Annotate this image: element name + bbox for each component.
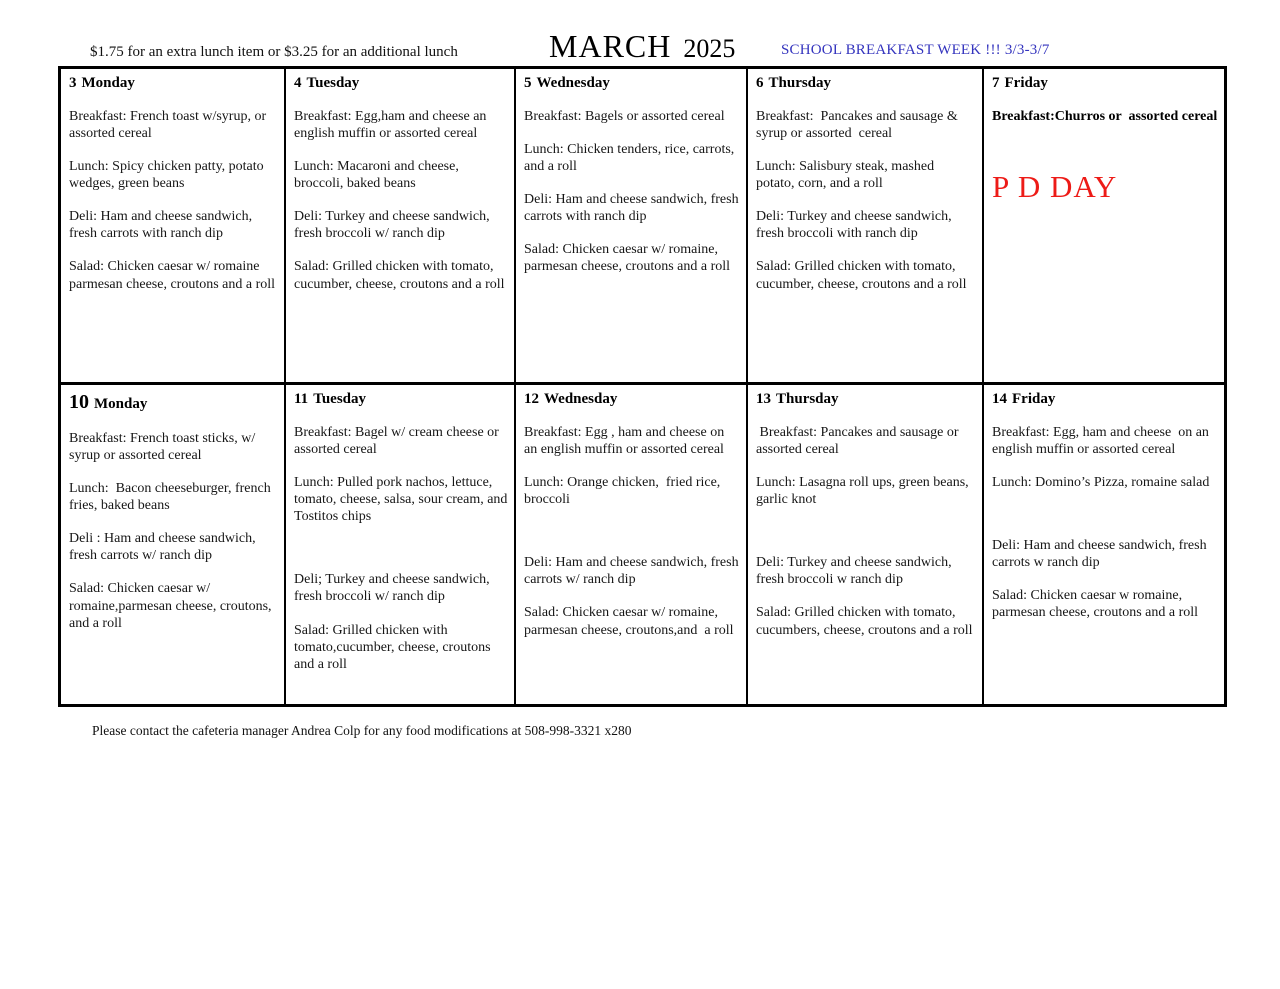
meal-salad: Salad: Grilled chicken with tomato, cucumbers, cheese, croutons and a roll [756,605,973,638]
day-header [992,75,1218,92]
day-number: 12 [524,391,539,407]
meal-deli: Deli: Turkey and cheese sandwich, fresh broccoli with ranch dip [756,209,956,242]
meal-deli: Deli: Turkey and cheese sandwich, fresh broccoli w ranch dip [756,555,956,588]
meal-lunch: Lunch: Pulled pork nachos, lettuce, tomato, cheese, salsa, sour cream, and Tostitos chips [294,475,511,525]
day-name: Friday [1012,391,1056,407]
meal-deli: Deli; Turkey and cheese sandwich, fresh broccoli w/ ranch dip [294,572,494,605]
meal-salad: Salad: Grilled chicken with tomato, cucumber, cheese, croutons and a roll [294,259,505,292]
day-name: Tuesday [306,75,360,91]
day-cell-friday-7 [984,69,1224,385]
meal-deli: Deli : Ham and cheese sandwich, fresh carrots w/ ranch dip [69,531,260,564]
meal-deli: Deli: Ham and cheese sandwich, fresh carrots with ranch dip [524,192,743,225]
breakfast-week-banner: SCHOOL BREAKFAST WEEK !!! 3/3-3/7 [781,42,1050,58]
meal-deli: Deli: Ham and cheese sandwich, fresh carrots w/ ranch dip [524,555,743,588]
meal-breakfast: Breakfast: Bagel w/ cream cheese or assorted cereal [294,425,503,458]
day-name: Friday [1004,75,1048,91]
day-number: 5 [524,75,532,91]
day-header [294,391,508,408]
day-name: Thursday [776,391,839,407]
meal-breakfast: Breakfast: Egg, ham and cheese on an english muffin or assorted cereal [992,425,1213,458]
page-title-month: MARCH [549,28,672,64]
meal-lunch: Lunch: Salisbury steak, mashed potato, corn, and a roll [756,159,938,192]
meal-lunch: Lunch: Lasagna roll ups, green beans, garlic knot [756,475,973,508]
pricing-note: $1.75 for an extra lunch item or $3.25 for an additional lunch [90,44,458,60]
day-name: Tuesday [313,391,366,407]
meal-lunch: Lunch: Orange chicken, fried rice, broccoli [524,475,724,508]
meal-breakfast: Breakfast:Churros or assorted cereal [992,109,1218,124]
meal-breakfast: Breakfast: French toast sticks, w/ syrup or assorted cereal [69,431,259,464]
day-number: 14 [992,391,1007,407]
day-name: Wednesday [544,391,618,407]
meal-salad: Salad: Chicken caesar w/ romaine, parmesan cheese, croutons,and a roll [524,605,734,638]
day-cell-thursday-13 [748,385,984,704]
day-cell-friday-14 [984,385,1224,704]
day-header [756,75,976,92]
meal-salad: Salad: Grilled chicken with tomato, cucumber, cheese, croutons and a roll [756,259,967,292]
day-number: 3 [69,75,77,91]
meal-lunch: Lunch: Spicy chicken patty, potato wedges, green beans [69,159,268,192]
page-title-year: 2025 [683,34,736,63]
meal-salad: Salad: Chicken caesar w/ romaine parmesan cheese, croutons and a roll [69,259,276,292]
day-number: 7 [992,75,1000,91]
day-cell-tuesday-11 [286,385,516,704]
page-title [549,28,735,65]
meal-salad: Salad: Chicken caesar w romaine, parmesan cheese, croutons and a roll [992,588,1199,621]
day-cell-wednesday-5 [516,69,748,385]
day-cell-thursday-6 [748,69,984,385]
meal-lunch: Lunch: Domino’s Pizza, romaine salad [992,475,1210,491]
meal-breakfast: Breakfast: Pancakes and sausage & syrup or assorted cereal [756,109,962,142]
day-name: Wednesday [536,75,610,91]
footer-note: Please contact the cafeteria manager Andrea Colp for any food modifications at 508-998-3321 x280 [92,723,632,738]
meal-breakfast: Breakfast: Pancakes and sausage or assorted cereal [756,425,963,458]
meal-deli: Deli: Turkey and cheese sandwich, fresh broccoli w/ ranch dip [294,209,494,242]
meal-salad: Salad: Chicken caesar w/ romaine, parmesan cheese, croutons and a roll [524,242,731,275]
meal-lunch: Lunch: Bacon cheeseburger, french fries, baked beans [69,481,275,514]
day-header [524,75,740,92]
day-number: 13 [756,391,771,407]
day-cell-tuesday-4 [286,69,516,385]
meal-lunch: Lunch: Macaroni and cheese, broccoli, baked beans [294,159,463,192]
meal-breakfast: Breakfast: French toast w/syrup, or assorted cereal [69,109,270,142]
day-number: 10 [69,391,89,413]
meal-breakfast: Breakfast: Egg,ham and cheese an english muffin or assorted cereal [294,109,490,142]
day-header [69,75,278,92]
day-name: Monday [94,396,148,412]
day-header [294,75,508,92]
day-header [756,391,976,408]
day-name: Monday [81,75,135,91]
day-cell-monday-10 [61,385,286,704]
day-cell-monday-3 [61,69,286,385]
meal-salad: Salad: Grilled chicken with tomato,cucumber, cheese, croutons and a roll [294,622,495,672]
pd-day-label: P D DAY [992,169,1118,205]
day-cell-wednesday-12 [516,385,748,704]
day-number: 11 [294,391,309,407]
day-name: Thursday [768,75,832,91]
meal-deli: Deli: Ham and cheese sandwich, fresh carrots w ranch dip [992,538,1211,571]
meal-breakfast: Breakfast: Bagels or assorted cereal [524,109,725,124]
day-header [69,391,278,414]
meal-salad: Salad: Chicken caesar w/ romaine,parmesan cheese, croutons, and a roll [69,581,276,631]
meal-deli: Deli: Ham and cheese sandwich, fresh carrots with ranch dip [69,209,256,242]
day-number: 4 [294,75,302,91]
day-header [524,391,740,408]
meal-breakfast: Breakfast: Egg , ham and cheese on an english muffin or assorted cereal [524,425,728,458]
day-header [992,391,1218,408]
menu-calendar-table [58,66,1227,707]
meal-lunch: Lunch: Chicken tenders, rice, carrots, and a roll [524,142,738,175]
day-number: 6 [756,75,764,91]
